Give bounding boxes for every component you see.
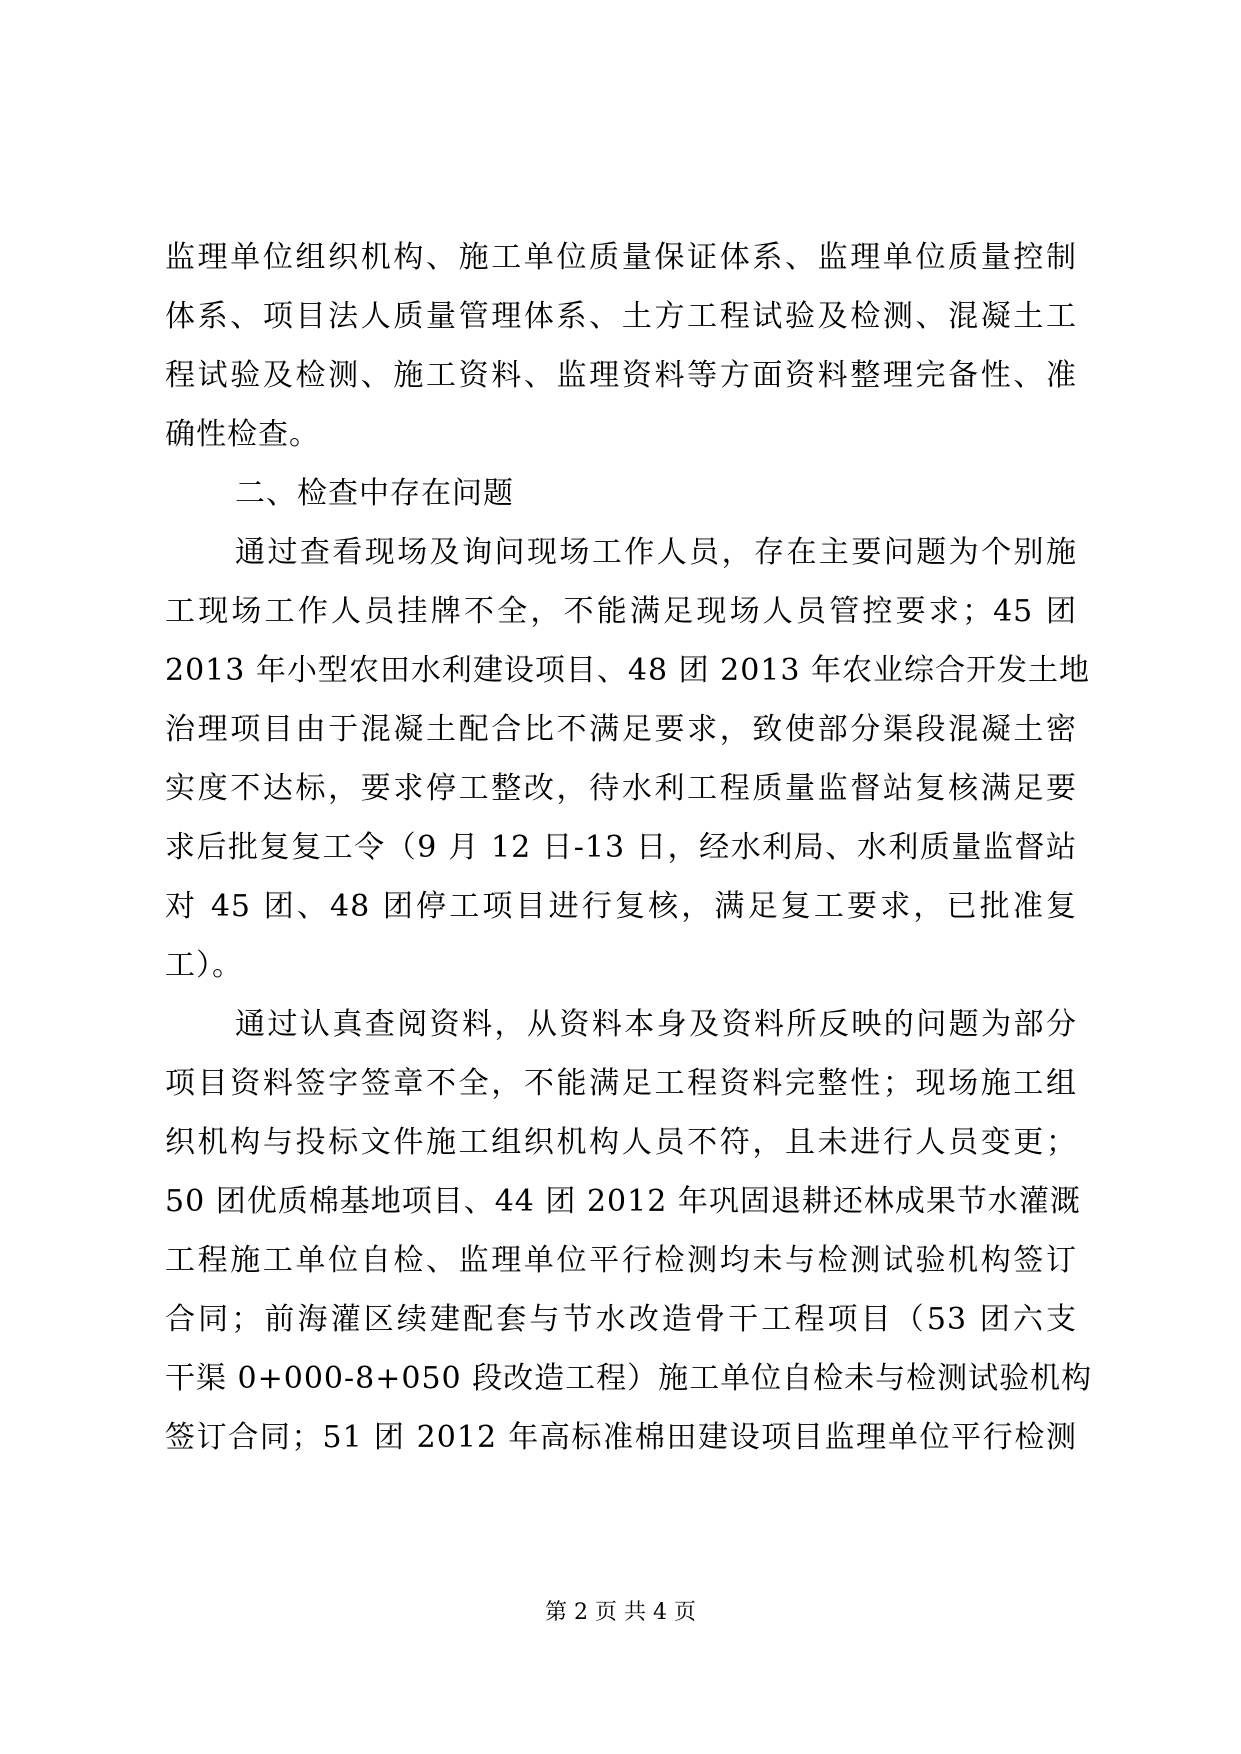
text-line: 合同；前海灌区续建配套与节水改造骨干工程项目（53 团六支 [165, 1302, 1077, 1337]
page-number-footer: 第 2 页 共 4 页 [545, 1600, 696, 1625]
text-line: 通过查看现场及询问现场工作人员，存在主要问题为个别施 [235, 535, 1077, 570]
text-line: 通过认真查阅资料，从资料本身及资料所反映的问题为部分 [235, 1007, 1077, 1042]
text-line: 50 团优质棉基地项目、44 团 2012 年巩固退耕还林成果节水灌溉 [165, 1184, 1081, 1219]
text-line: 对 45 团、48 团停工项目进行复核，满足复工要求，已批准复 [165, 889, 1077, 924]
text-line: 2013 年小型农田水利建设项目、48 团 2013 年农业综合开发土地 [165, 653, 1091, 688]
text-line: 监理单位组织机构、施工单位质量保证体系、监理单位质量控制 [165, 240, 1077, 275]
text-line: 程试验及检测、施工资料、监理资料等方面资料整理完备性、准 [165, 358, 1077, 393]
text-line: 工程施工单位自检、监理单位平行检测均未与检测试验机构签订 [165, 1243, 1077, 1278]
text-line: 工）。 [165, 948, 243, 983]
text-line: 项目资料签字签章不全，不能满足工程资料完整性；现场施工组 [165, 1066, 1077, 1101]
body-text [165, 228, 1093, 1467]
text-line: 工现场工作人员挂牌不全，不能满足现场人员管控要求；45 团 [165, 594, 1077, 629]
section-heading: 二、检查中存在问题 [235, 476, 514, 511]
text-line: 确性检查。 [165, 417, 320, 452]
text-line: 求后批复复工令（9 月 12 日-13 日，经水利局、水利质量监督站 [165, 830, 1077, 865]
text-line: 治理项目由于混凝土配合比不满足要求，致使部分渠段混凝土密 [165, 712, 1077, 747]
text-line: 干渠 0+000-8+050 段改造工程）施工单位自检未与检测试验机构 [165, 1361, 1093, 1396]
text-line: 体系、项目法人质量管理体系、土方工程试验及检测、混凝土工 [165, 299, 1077, 334]
text-line: 签订合同；51 团 2012 年高标准棉田建设项目监理单位平行检测 [165, 1420, 1077, 1455]
text-line: 织机构与投标文件施工组织机构人员不符，且未进行人员变更； [165, 1125, 1077, 1160]
text-line: 实度不达标，要求停工整改，待水利工程质量监督站复核满足要 [165, 771, 1077, 806]
